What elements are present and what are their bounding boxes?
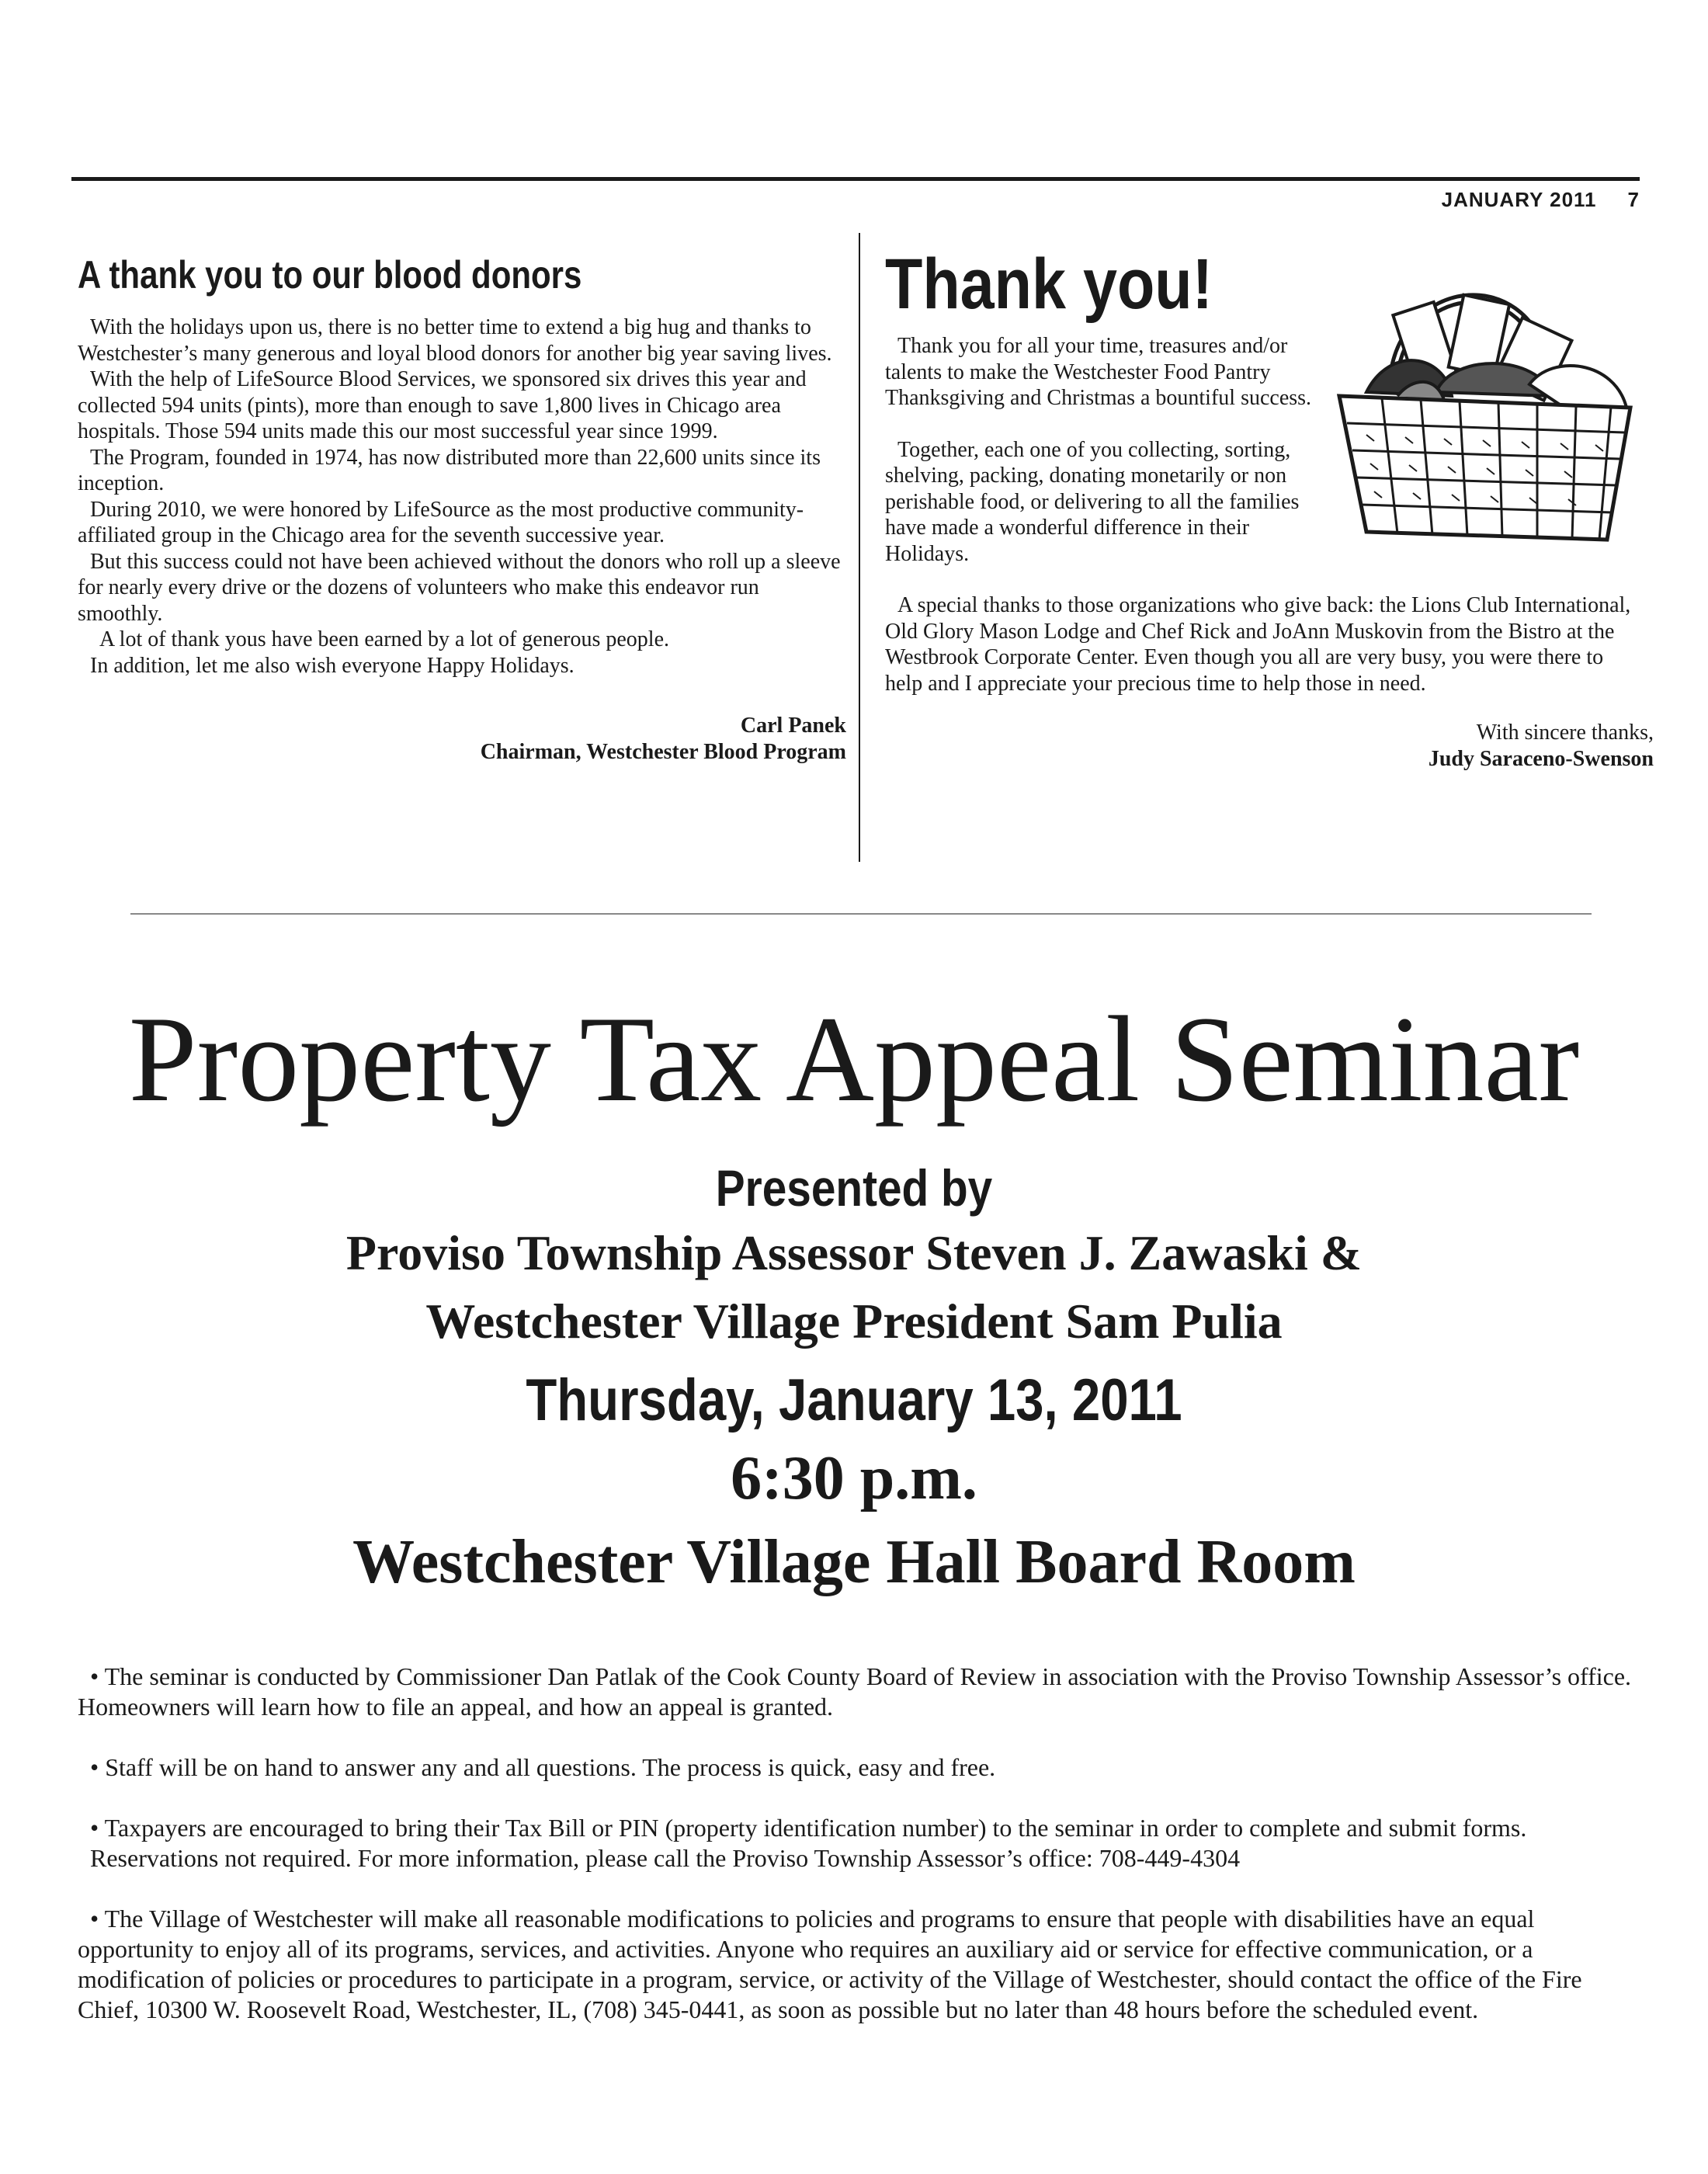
- detail-bullet: • The Village of Westchester will make all reasonable modifications to policies and programs to ensure that people with disabilities have an equal opportunity to enjoy all of its programs, services, and activities. Anyone who requires an auxiliary aid or service for effective communication, or a modification of policies or procedures to participate in a program, service, or activity of the Village of Westchester, should contact the office of the Fire Chief, 10300 W. Roosevelt Road, Westchester, IL, (708) 345-0441, as soon as possible but no later than 48 hours before the scheduled event.: [78, 1905, 1582, 2023]
- signature-name: Carl Panek: [740, 714, 846, 738]
- thank-you-title: Thank you!: [885, 245, 1213, 324]
- issue-date: JANUARY 2011: [1441, 188, 1597, 211]
- seminar-details: [78, 1662, 1646, 2055]
- section-divider: [130, 913, 1592, 915]
- food-basket-icon: [1320, 260, 1654, 555]
- food-pantry-signature: [885, 720, 1654, 773]
- top-rule: [71, 177, 1640, 181]
- seminar-announcement: [0, 991, 1708, 1604]
- blood-donors-article: [78, 252, 846, 766]
- page-header: [1442, 188, 1640, 212]
- detail-bullet: • Taxpayers are encouraged to bring their Tax Bill or PIN (property identification number) to the seminar in order to complete and submit forms.: [90, 1814, 1527, 1842]
- presented-by: Presented by: [715, 1159, 993, 1217]
- article-paragraph: During 2010, we were honored by LifeSource as the most productive community-affiliated group in the Chicago area for the seventh successive year.: [78, 497, 804, 547]
- article-paragraph: With the holidays upon us, there is no better time to extend a big hug and thanks to Westchester’s many generous and loyal blood donors for another big year saving lives.: [78, 315, 832, 366]
- article-paragraph: A lot of thank yous have been earned by a lot of generous people.: [99, 627, 670, 651]
- column-divider: [859, 233, 860, 862]
- detail-bullet: • The seminar is conducted by Commissioner Dan Patlak of the Cook County Board of Review in association with the Proviso Township Assessor’s office. Homeowners will learn how to file an appeal, and how an appeal is granted.: [78, 1662, 1632, 1721]
- seminar-title: Property Tax Appeal Seminar: [128, 991, 1580, 1127]
- reservations-note: Reservations not required. For more information, please call the Proviso Township Assessor’s office: 708-449-4304: [90, 1844, 1241, 1872]
- article-paragraph: In addition, let me also wish everyone Happy Holidays.: [90, 653, 575, 678]
- signature-name: Judy Saraceno-Swenson: [1428, 747, 1654, 771]
- seminar-time: 6:30 p.m.: [731, 1444, 977, 1512]
- page-number: 7: [1627, 188, 1640, 211]
- article-paragraph: Together, each one of you collecting, sorting, shelving, packing, donating monetarily or non perishable food, or delivering to all the families have made a wonderful difference in their Holidays.: [885, 437, 1300, 566]
- blood-donors-title: A thank you to our blood donors: [78, 253, 582, 297]
- presenter-line: Westchester Village President Sam Pulia: [425, 1294, 1283, 1349]
- seminar-date: Thursday, January 13, 2011: [526, 1367, 1182, 1433]
- article-paragraph: But this success could not have been achieved without the donors who roll up a sleeve for nearly every drive or the dozens of volunteers who make this endeavor run smoothly.: [78, 549, 841, 626]
- article-paragraph: Thank you for all your time, treasures and/or talents to make the Westchester Food Pantry Thanksgiving and Christmas a bountiful success.: [885, 334, 1312, 410]
- article-paragraph: With the help of LifeSource Blood Services, we sponsored six drives this year and collected 594 units (pints), more than enough to save 1,800 lives in Chicago area hospitals. Those 594 units made this our most successful year since 1999.: [78, 367, 807, 443]
- seminar-venue: Westchester Village Hall Board Room: [352, 1528, 1356, 1596]
- closing-line: With sincere thanks,: [1476, 721, 1654, 745]
- blood-donors-body: [78, 314, 846, 679]
- signature-title: Chairman, Westchester Blood Program: [480, 740, 846, 764]
- article-paragraph: A special thanks to those organizations who give back: the Lions Club International, Old Glory Mason Lodge and Chef Rick and JoAnn Muskovin from the Bistro at the Westbrook Corporate Center. Even though you all are very busy, you were there to help and I appreciate your precious time to help those in need.: [885, 593, 1631, 696]
- detail-bullet: • Staff will be on hand to answer any and all questions. The process is quick, easy and free.: [90, 1753, 996, 1781]
- article-paragraph: The Program, founded in 1974, has now distributed more than 22,600 units since its inception.: [78, 445, 821, 495]
- blood-donors-signature: [78, 713, 846, 766]
- presenter-line: Proviso Township Assessor Steven J. Zawaski &: [345, 1225, 1363, 1280]
